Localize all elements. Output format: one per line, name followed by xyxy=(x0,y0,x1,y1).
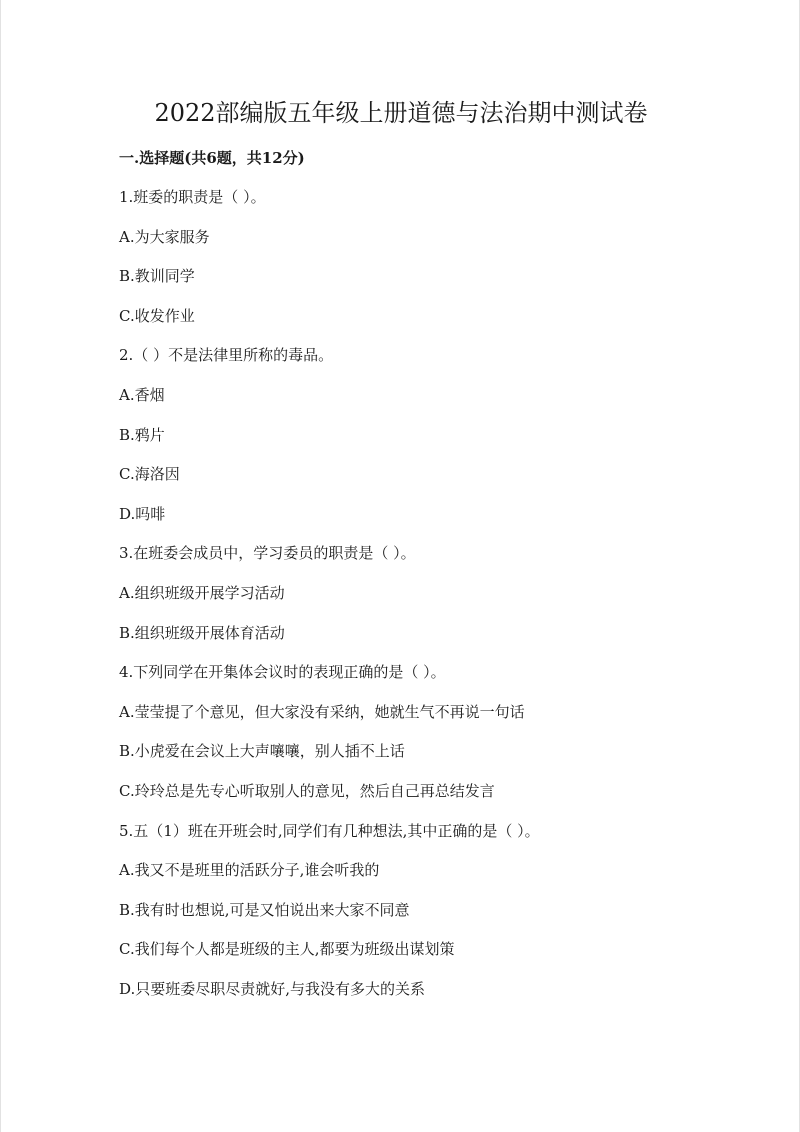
question-2-option-c: C.海洛因 xyxy=(119,465,180,484)
question-5-option-c: C.我们每个人都是班级的主人,都要为班级出谋划策 xyxy=(119,940,455,959)
page-title: 2022部编版五年级上册道德与法治期中测试卷 xyxy=(154,99,648,127)
question-5-option-b: B.我有时也想说,可是又怕说出来大家不同意 xyxy=(119,900,410,919)
question-4-option-a: A.莹莹提了个意见，但大家没有采纳，她就生气不再说一句话 xyxy=(119,702,525,721)
question-3-option-a: A.组织班级开展学习活动 xyxy=(119,583,285,602)
question-1-option-b: B.教训同学 xyxy=(119,267,195,286)
question-1-option-c: C.收发作业 xyxy=(119,306,195,325)
question-2-stem: 2.（ ）不是法律里所称的毒品。 xyxy=(119,346,334,365)
question-1-option-a: A.为大家服务 xyxy=(119,227,210,246)
question-2-option-d: D.吗啡 xyxy=(119,504,166,523)
section-heading: 一.选择题(共6题，共12分) xyxy=(119,149,305,167)
question-list xyxy=(119,186,739,1017)
question-4-stem: 4.下列同学在开集体会议时的表现正确的是（ ）。 xyxy=(119,663,446,682)
question-3-option-b: B.组织班级开展体育活动 xyxy=(119,623,285,642)
question-5-option-a: A.我又不是班里的活跃分子,谁会听我的 xyxy=(119,861,380,880)
question-2-option-a: A.香烟 xyxy=(119,385,165,404)
question-2-option-b: B.鸦片 xyxy=(119,425,165,444)
question-5-stem: 5.五（1）班在开班会时,同学们有几种想法,其中正确的是（ ）。 xyxy=(119,821,540,840)
question-4-option-c: C.玲玲总是先专心听取别人的意见，然后自己再总结发言 xyxy=(119,781,495,800)
question-1-stem: 1.班委的职责是（ ）。 xyxy=(119,188,266,206)
question-4-option-b: B.小虎爱在会议上大声嚷嚷，别人插不上话 xyxy=(119,742,405,761)
question-3-stem: 3.在班委会成员中，学习委员的职责是（ ）。 xyxy=(119,544,416,563)
question-5-option-d: D.只要班委尽职尽责就好,与我没有多大的关系 xyxy=(119,979,426,998)
